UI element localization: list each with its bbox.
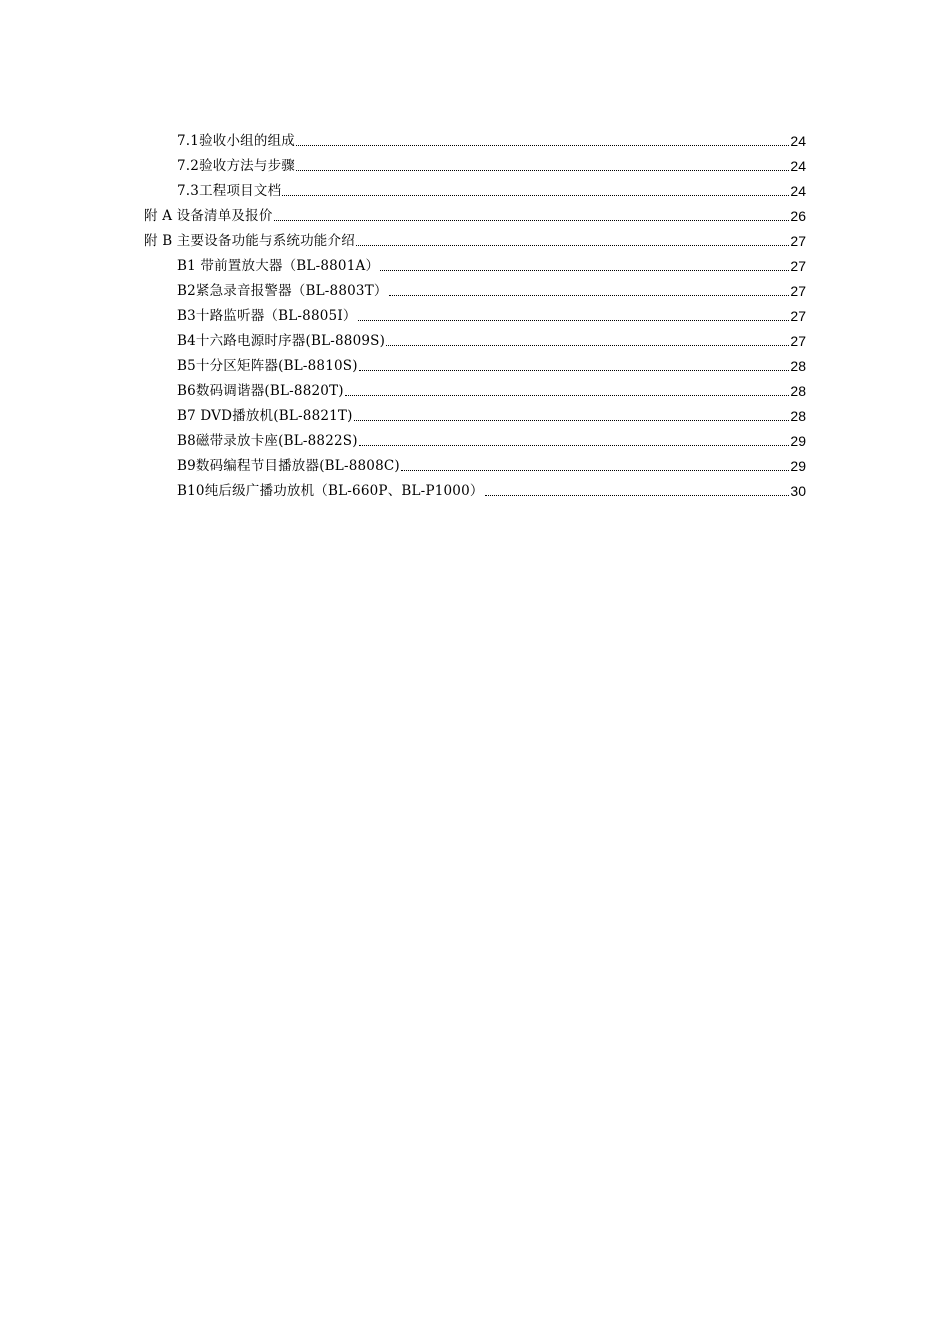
toc-entry-b10[interactable] — [144, 476, 806, 501]
toc-entry-page-number: 28 — [790, 383, 806, 399]
toc-entry-page-number: 27 — [790, 308, 806, 324]
toc-entry-title: 7.3工程项目文档 — [177, 183, 282, 199]
toc-dot-leader — [389, 295, 790, 296]
toc-entry-page-number: 24 — [790, 133, 806, 149]
toc-entry-page-number: 29 — [790, 433, 806, 449]
toc-dot-leader — [354, 420, 790, 421]
toc-entry-page-number: 24 — [790, 158, 806, 174]
toc-entry-page-number: 30 — [790, 483, 806, 499]
toc-dot-leader — [282, 195, 789, 196]
toc-entry-title: 附 A 设备清单及报价 — [144, 208, 273, 224]
toc-entry-page-number: 27 — [790, 333, 806, 349]
toc-entry-title: B1 带前置放大器（BL-8801A） — [177, 258, 380, 274]
toc-entry-page-number: 27 — [790, 233, 806, 249]
toc-entry-page-number: 27 — [790, 283, 806, 299]
toc-entry-b8[interactable] — [144, 426, 806, 451]
toc-entry-title: B9数码编程节目播放器(BL-8808C) — [177, 458, 400, 474]
toc-entry-title: B6数码调谐器(BL-8820T) — [177, 383, 344, 399]
toc-entry-title: B5十分区矩阵器(BL-8810S) — [177, 358, 358, 374]
toc-entry-b7[interactable] — [144, 401, 806, 426]
toc-entry-page-number: 29 — [790, 458, 806, 474]
toc-entry-page-number: 26 — [790, 208, 806, 224]
toc-dot-leader — [386, 345, 789, 346]
toc-dot-leader — [274, 220, 790, 221]
toc-dot-leader — [356, 245, 790, 246]
toc-entry-b4[interactable] — [144, 326, 806, 351]
toc-dot-leader — [401, 470, 790, 471]
toc-entry-title: 7.2验收方法与步骤 — [177, 158, 295, 174]
toc-entry-title: B2紧急录音报警器（BL-8803T） — [177, 283, 388, 299]
toc-entry-b1[interactable] — [144, 251, 806, 276]
toc-entry-b2[interactable] — [144, 276, 806, 301]
toc-dot-leader — [358, 320, 790, 321]
toc-dot-leader — [296, 170, 789, 171]
toc-entry-title: 附 B 主要设备功能与系统功能介绍 — [144, 233, 355, 249]
toc-entry-b9[interactable] — [144, 451, 806, 476]
toc-entry-title: B3十路监听器（BL-8805I） — [177, 308, 357, 324]
toc-entry-page-number: 24 — [790, 183, 806, 199]
table-of-contents — [144, 126, 806, 501]
toc-entry-b6[interactable] — [144, 376, 806, 401]
toc-entry-page-number: 28 — [790, 408, 806, 424]
toc-dot-leader — [359, 370, 790, 371]
toc-entry-title: B10纯后级广播功放机（BL-660P、BL-P1000） — [177, 483, 484, 499]
toc-dot-leader — [359, 445, 790, 446]
toc-entry-appendix-a[interactable] — [144, 201, 806, 226]
toc-entry-title: 7.1验收小组的组成 — [177, 133, 295, 149]
toc-entry-7-2[interactable] — [144, 151, 806, 176]
toc-entry-appendix-b[interactable] — [144, 226, 806, 251]
toc-entry-title: B4十六路电源时序器(BL-8809S) — [177, 333, 386, 349]
toc-entry-b3[interactable] — [144, 301, 806, 326]
toc-entry-title: B7 DVD播放机(BL-8821T) — [177, 408, 353, 424]
toc-entry-title: B8磁带录放卡座(BL-8822S) — [177, 433, 358, 449]
toc-dot-leader — [345, 395, 790, 396]
toc-entry-page-number: 27 — [790, 258, 806, 274]
toc-entry-page-number: 28 — [790, 358, 806, 374]
toc-entry-b5[interactable] — [144, 351, 806, 376]
toc-dot-leader — [296, 145, 789, 146]
toc-entry-7-3[interactable] — [144, 176, 806, 201]
toc-entry-7-1[interactable] — [144, 126, 806, 151]
toc-dot-leader — [380, 270, 789, 271]
toc-dot-leader — [485, 495, 790, 496]
